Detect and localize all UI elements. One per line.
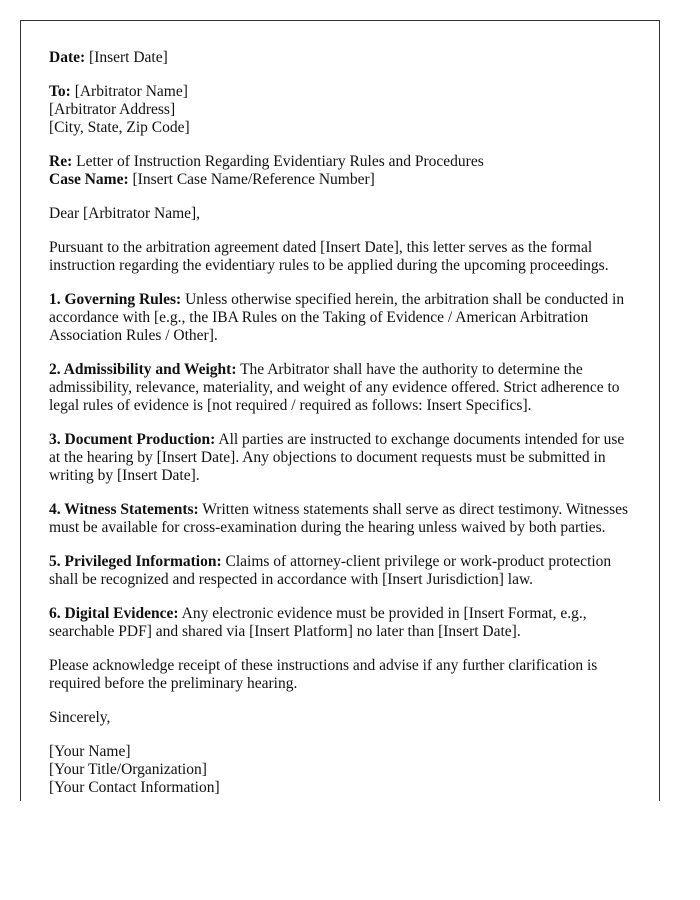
subject-block — [49, 153, 631, 189]
to-label: To: — [49, 83, 71, 100]
valediction: Sincerely, — [49, 709, 111, 726]
re-line — [49, 153, 631, 171]
salutation: Dear [Arbitrator Name], — [49, 205, 201, 222]
section-heading: 1. Governing Rules: — [49, 291, 182, 308]
section-text: Any electronic evidence must be provided in [Insert Format, e.g., searchable PDF] and shared via [Insert Platform] no later than [Insert Date]. — [49, 605, 587, 640]
section-text: All parties are instructed to exchange documents intended for use at the hearing by [Insert Date]. Any objections to document requests must be submitted in writing by [Insert Date]. — [49, 431, 625, 484]
section-text: Unless otherwise specified herein, the arbitration shall be conducted in accordance with [e.g., the IBA Rules on the Taking of Evidence / American Arbitration Association Rules / Other]. — [49, 291, 625, 344]
signature-title: [Your Title/Organization] — [49, 761, 207, 778]
section-document-production — [49, 431, 631, 485]
case-name-value: [Insert Case Name/Reference Number] — [132, 171, 375, 188]
re-value: Letter of Instruction Regarding Evidentiary Rules and Procedures — [76, 153, 484, 170]
section-heading: 4. Witness Statements: — [49, 501, 199, 518]
date-label: Date: — [49, 49, 86, 66]
section-text: Written witness statements shall serve as direct testimony. Witnesses must be available for cross-examination during the hearing unless waived by both parties. — [49, 501, 629, 536]
section-heading: 3. Document Production: — [49, 431, 216, 448]
letter-page — [20, 20, 660, 801]
re-label: Re: — [49, 153, 73, 170]
recipient-city: [City, State, Zip Code] — [49, 119, 190, 136]
section-privileged-information — [49, 553, 631, 589]
signature-name: [Your Name] — [49, 743, 131, 760]
recipient-block — [49, 83, 631, 137]
case-name-line — [49, 171, 631, 189]
closing-paragraph: Please acknowledge receipt of these instructions and advise if any further clarification is required before the preliminary hearing. — [49, 657, 598, 692]
section-admissibility-weight — [49, 361, 631, 415]
intro-paragraph: Pursuant to the arbitration agreement dated [Insert Date], this letter serves as the formal instruction regarding the evidentiary rules to be applied during the upcoming proceedings. — [49, 239, 609, 274]
section-witness-statements — [49, 501, 631, 537]
section-digital-evidence — [49, 605, 631, 641]
signature-contact: [Your Contact Information] — [49, 779, 220, 796]
recipient-name-line — [49, 83, 631, 101]
section-text: Claims of attorney-client privilege or work-product protection shall be recognized and respected in accordance with [Insert Jurisdiction] law. — [49, 553, 612, 588]
section-heading: 6. Digital Evidence: — [49, 605, 179, 622]
case-name-label: Case Name: — [49, 171, 129, 188]
section-text: The Arbitrator shall have the authority to determine the admissibility, relevance, materiality, and weight of any evidence offered. Strict adherence to legal rules of evidence is [not required / required as follows: Insert Specifics]. — [49, 361, 620, 414]
section-heading: 5. Privileged Information: — [49, 553, 222, 570]
recipient-name: [Arbitrator Name] — [74, 83, 188, 100]
section-governing-rules — [49, 291, 631, 345]
recipient-address: [Arbitrator Address] — [49, 101, 176, 118]
date-value: [Insert Date] — [89, 49, 168, 66]
section-heading: 2. Admissibility and Weight: — [49, 361, 237, 378]
signature-block — [49, 743, 631, 797]
date-line — [49, 49, 631, 67]
